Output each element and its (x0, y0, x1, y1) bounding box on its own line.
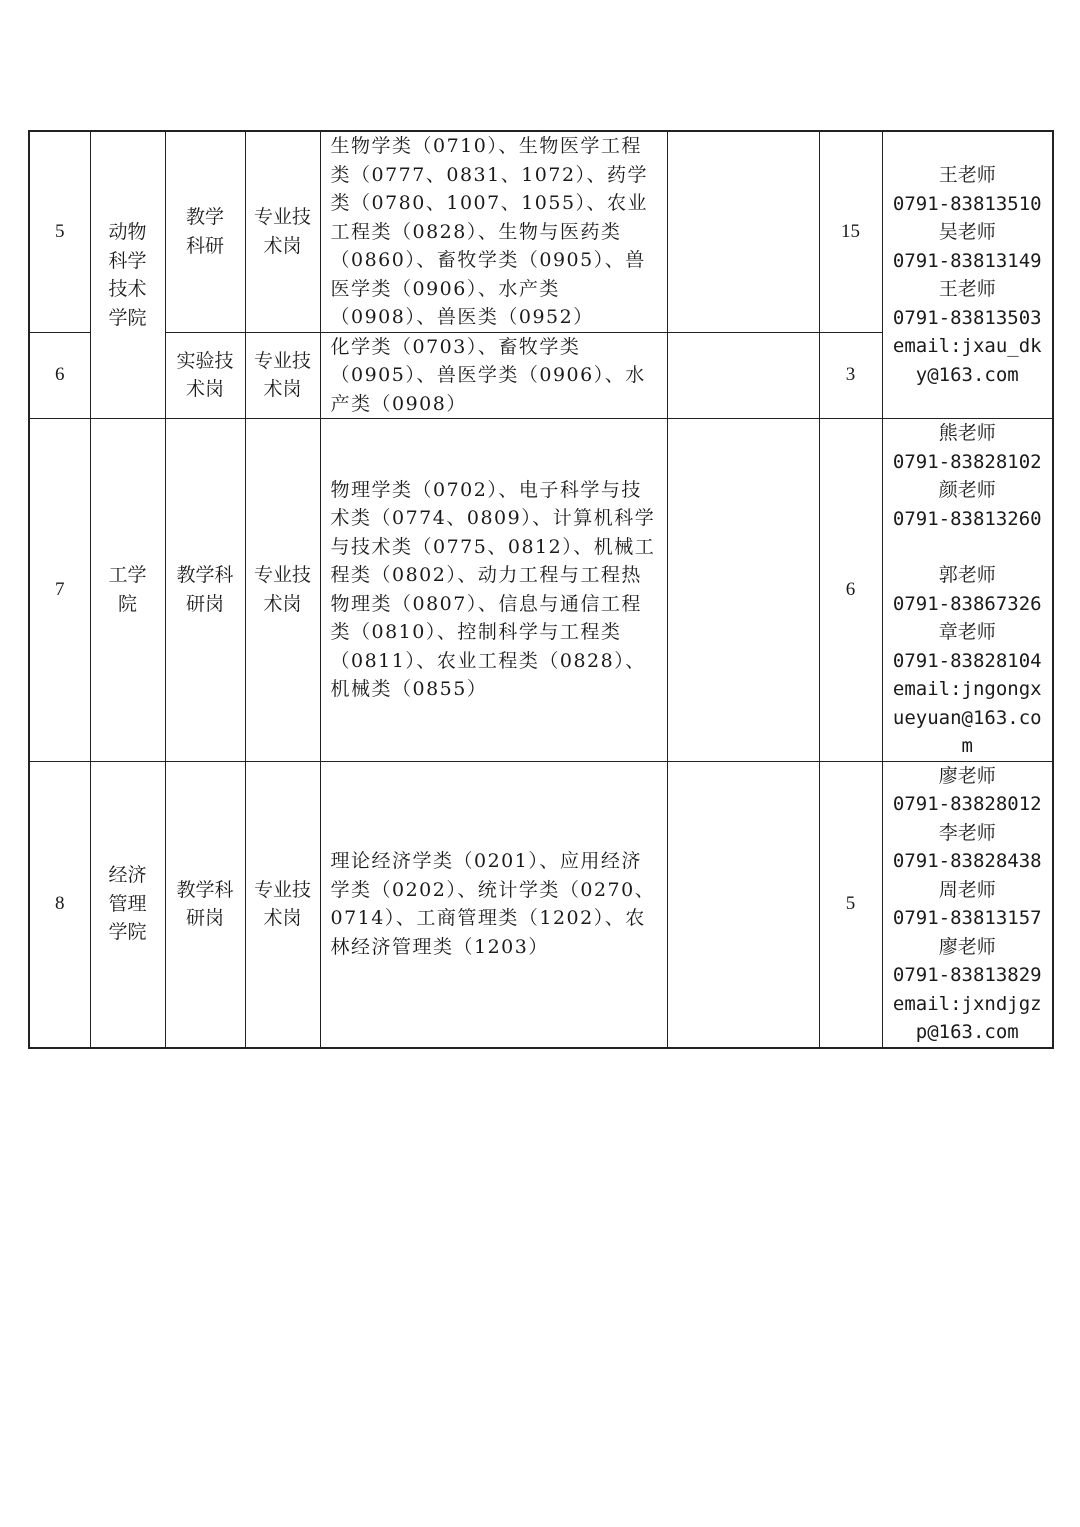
contact-name: 廖老师 (938, 935, 996, 958)
row-number: 6 (29, 332, 90, 419)
category-cell (165, 332, 245, 419)
majors-cell: 理论经济学类（0201）、应用经济学类（0202）、统计学类（0270、0714）、工商管理类（1202）、农林经济管理类（1203） (320, 761, 667, 1048)
contact-name: 李老师 (938, 821, 996, 844)
other-requirements-cell (667, 761, 819, 1048)
contact-email: email:jxau_dky@163.com (892, 335, 1042, 386)
contact-phone: 0791-83828438 (892, 850, 1042, 872)
contact-phone: 0791-83813510 (892, 192, 1042, 215)
majors-cell: 物理学类（0702）、电子科学与技术类（0774、0809）、计算机科学与技术类（0775、0812）、机械工程类（0802）、动力工程与工程热物理类（0807）、信息与通信工程类（0810）、控制科学与工程类（0811）、农业工程类（0828）、机械类（0855） (320, 419, 667, 762)
college-name: 动物科学技术学院 (108, 221, 147, 329)
contact-name: 周老师 (938, 878, 996, 901)
post-type: 专业技术岗 (253, 564, 311, 615)
row-number: 5 (29, 131, 90, 332)
post-category: 教学科研岗 (176, 564, 234, 615)
table-row (29, 131, 1053, 332)
category-cell (165, 131, 245, 332)
majors-cell: 化学类（0703）、畜牧学类（0905）、兽医学类（0906）、水产类（0908） (320, 332, 667, 419)
contact-name: 章老师 (938, 621, 996, 643)
post-category: 教学科研岗 (176, 878, 234, 929)
contact-phone: 0791-83813149 (892, 249, 1042, 272)
college-cell (90, 419, 165, 762)
contact-phone: 0791-83813157 (892, 907, 1042, 929)
other-requirements-cell (667, 332, 819, 419)
contact-cell (882, 419, 1053, 762)
headcount: 3 (819, 332, 882, 419)
row-number: 7 (29, 419, 90, 762)
other-requirements-cell (667, 131, 819, 332)
contact-phone: 0791-83828104 (892, 649, 1042, 672)
contact-name: 熊老师 (938, 422, 996, 444)
contact-cell (882, 131, 1053, 419)
headcount: 6 (819, 419, 882, 762)
contact-name: 王老师 (938, 164, 996, 186)
recruitment-table (28, 130, 1054, 1049)
post-type: 专业技术岗 (253, 878, 311, 929)
college-cell (90, 131, 165, 419)
contact-spacer (883, 533, 1053, 561)
contact-name: 王老师 (938, 278, 996, 300)
post-category: 实验技术岗 (176, 349, 234, 401)
headcount: 15 (819, 131, 882, 332)
post-type-cell (245, 332, 320, 419)
college-name: 经济管理学院 (108, 864, 147, 944)
post-type-cell (245, 419, 320, 762)
contact-phone: 0791-83813829 (892, 964, 1042, 986)
post-category: 教学科研 (185, 206, 224, 257)
contact-phone: 0791-83813260 (892, 507, 1042, 530)
contact-phone: 0791-83828012 (892, 793, 1042, 815)
contact-name: 郭老师 (938, 564, 996, 586)
post-type-cell (245, 761, 320, 1048)
college-name: 工学院 (108, 564, 147, 615)
contact-cell (882, 761, 1053, 1048)
headcount: 5 (819, 761, 882, 1048)
table-row (29, 761, 1053, 1048)
other-requirements-cell (667, 419, 819, 762)
contact-email: email:jxndjgzp@163.com (892, 992, 1042, 1043)
contact-email: email:jngongxueyuan@163.com (892, 678, 1042, 757)
category-cell (165, 761, 245, 1048)
contact-name: 颜老师 (938, 479, 996, 501)
table-row (29, 419, 1053, 762)
post-type: 专业技术岗 (253, 349, 311, 401)
contact-phone: 0791-83813503 (892, 306, 1042, 329)
post-type-cell (245, 131, 320, 332)
majors-cell: 生物学类（0710）、生物医学工程类（0777、0831、1072）、药学类（0780、1007、1055）、农业工程类（0828）、生物与医药类（0860）、畜牧学类（0905）、兽医学类（0906）、水产类（0908）、兽医类（0952） (320, 131, 667, 332)
contact-phone: 0791-83828102 (892, 450, 1042, 473)
contact-name: 廖老师 (938, 764, 996, 787)
row-number: 8 (29, 761, 90, 1048)
post-type: 专业技术岗 (253, 206, 311, 257)
contact-phone: 0791-83867326 (892, 592, 1042, 615)
contact-name: 吴老师 (938, 221, 996, 243)
college-cell (90, 761, 165, 1048)
category-cell (165, 419, 245, 762)
